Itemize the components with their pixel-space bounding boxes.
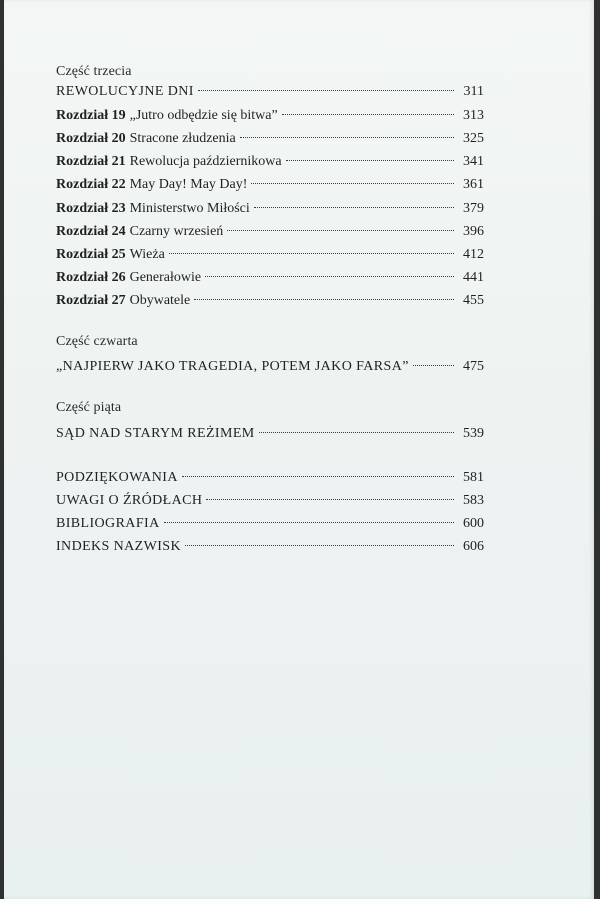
dot-leader <box>227 230 454 231</box>
page-number: 341 <box>463 154 484 169</box>
page-number: 475 <box>463 359 484 374</box>
dot-leader <box>164 522 454 523</box>
page-number: 313 <box>463 108 484 123</box>
dot-leader <box>198 90 454 91</box>
toc-entry-chapter-22 <box>56 175 484 195</box>
dot-leader <box>205 276 454 277</box>
section-title: INDEKS NAZWISK <box>56 539 181 554</box>
toc-entry-chapter-27 <box>56 291 484 311</box>
part-title: SĄD NAD STARYM REŻIMEM <box>56 426 255 441</box>
section-title: BIBLIOGRAFIA <box>56 516 160 531</box>
chapter-number: Rozdział 19 <box>56 108 126 123</box>
page-number: 379 <box>463 201 484 216</box>
toc-entry-chapter-21 <box>56 152 484 172</box>
dot-leader <box>182 476 454 477</box>
chapter-number: Rozdział 27 <box>56 293 126 308</box>
chapter-number: Rozdział 24 <box>56 224 126 239</box>
chapter-number: Rozdział 25 <box>56 247 126 262</box>
toc-entry-chapter-20 <box>56 129 484 149</box>
dot-leader <box>185 545 454 546</box>
section-title: PODZIĘKOWANIA <box>56 470 178 485</box>
toc-entry-part-five <box>56 424 484 444</box>
dot-leader <box>240 137 454 138</box>
page-number: 412 <box>463 247 484 262</box>
chapter-number: Rozdział 21 <box>56 154 126 169</box>
toc-entry-acknowledgements <box>56 468 484 488</box>
toc-entry-chapter-24 <box>56 222 484 242</box>
part-three-label: Część trzecia <box>56 64 132 79</box>
page-number: 396 <box>463 224 484 239</box>
toc-entry-chapter-19 <box>56 106 484 126</box>
page-number: 325 <box>463 131 484 146</box>
dot-leader <box>194 299 454 300</box>
toc-entry-name-index <box>56 537 484 557</box>
dot-leader <box>259 432 454 433</box>
dot-leader <box>251 183 454 184</box>
dot-leader <box>169 253 454 254</box>
page-number: 441 <box>463 270 484 285</box>
toc-entry-source-notes <box>56 491 484 511</box>
section-title: UWAGI O ŹRÓDŁACH <box>56 493 203 508</box>
chapter-number: Rozdział 23 <box>56 201 126 216</box>
dot-leader <box>413 365 454 366</box>
part-four-label: Część czwarta <box>56 334 138 349</box>
chapter-title: Ministerstwo Miłości <box>129 201 250 216</box>
dot-leader <box>206 499 454 500</box>
toc-entry-chapter-25 <box>56 245 484 265</box>
page-number: 539 <box>463 426 484 441</box>
toc-entry-part-three <box>56 82 484 102</box>
chapter-number: Rozdział 26 <box>56 270 126 285</box>
toc-entry-chapter-26 <box>56 268 484 288</box>
chapter-title: May Day! May Day! <box>129 177 248 192</box>
chapter-title: Czarny wrzesień <box>129 224 224 239</box>
dot-leader <box>286 160 454 161</box>
chapter-title: „Jutro odbędzie się bitwa” <box>129 108 278 123</box>
chapter-title: Generałowie <box>129 270 202 285</box>
chapter-title: Obywatele <box>129 293 191 308</box>
part-five-label: Część piąta <box>56 400 122 415</box>
part-title: REWOLUCYJNE DNI <box>56 84 194 99</box>
part-title: „NAJPIERW JAKO TRAGEDIA, POTEM JAKO FARSA” <box>56 359 409 374</box>
dot-leader <box>282 114 454 115</box>
book-page <box>4 0 594 899</box>
chapter-number: Rozdział 22 <box>56 177 126 192</box>
page-number: 583 <box>463 493 484 508</box>
page-number: 455 <box>463 293 484 308</box>
chapter-title: Wieża <box>129 247 165 262</box>
toc-entry-part-four <box>56 357 484 377</box>
toc-entry-chapter-23 <box>56 199 484 219</box>
page-number: 600 <box>463 516 484 531</box>
page-number: 311 <box>463 84 484 99</box>
chapter-number: Rozdział 20 <box>56 131 126 146</box>
chapter-title: Stracone złudzenia <box>129 131 236 146</box>
dot-leader <box>254 207 454 208</box>
toc-entry-bibliography <box>56 514 484 534</box>
page-number: 361 <box>463 177 484 192</box>
page-number: 606 <box>463 539 484 554</box>
chapter-title: Rewolucja październikowa <box>129 154 282 169</box>
page-number: 581 <box>463 470 484 485</box>
